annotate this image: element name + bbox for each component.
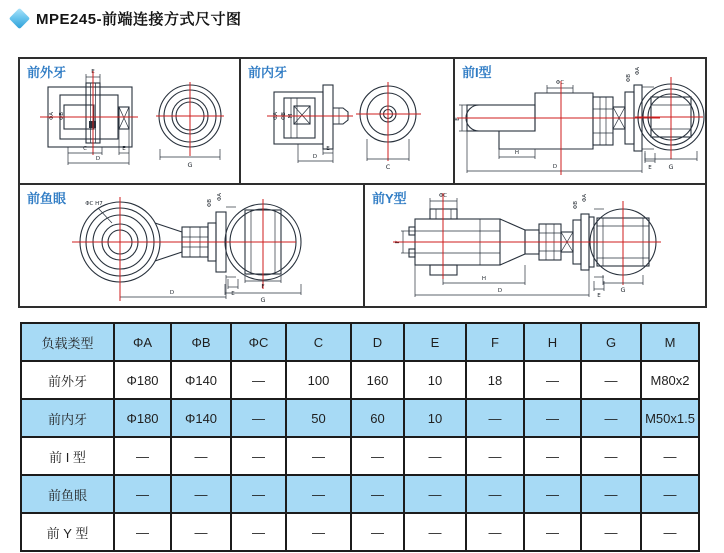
panel-front-fisheye bbox=[20, 185, 365, 308]
dim-label-e-top: E bbox=[91, 69, 95, 75]
table-cell: — bbox=[351, 475, 404, 513]
table-cell: — bbox=[114, 475, 171, 513]
column-header: ΦB bbox=[171, 323, 231, 361]
table-cell: — bbox=[581, 437, 641, 475]
dim-note-phic-h7: ΦC H7 bbox=[85, 201, 103, 207]
column-header: E bbox=[404, 323, 466, 361]
table-cell: — bbox=[581, 475, 641, 513]
table-cell: — bbox=[641, 513, 699, 551]
dim-label-g: G bbox=[668, 163, 674, 171]
page-header bbox=[12, 8, 242, 29]
dim-label-d: D bbox=[312, 154, 318, 160]
table-cell: — bbox=[581, 513, 641, 551]
table-cell: — bbox=[231, 399, 286, 437]
row-label: 前鱼眼 bbox=[21, 475, 114, 513]
table-cell: — bbox=[524, 513, 581, 551]
row-label: 前内牙 bbox=[21, 399, 114, 437]
table-row bbox=[21, 513, 699, 551]
table-cell: M80x2 bbox=[641, 361, 699, 399]
panel-front-y-type bbox=[365, 185, 705, 308]
table-cell: 100 bbox=[286, 361, 351, 399]
dim-label-phi-b: ΦB bbox=[281, 111, 287, 121]
dim-label-phi-c: ΦC bbox=[555, 80, 565, 86]
dim-label-d: D bbox=[497, 288, 503, 294]
dim-label-phi-a: ΦA bbox=[582, 193, 588, 203]
column-header: D bbox=[351, 323, 404, 361]
dim-label-e-right: E bbox=[648, 165, 652, 171]
table-cell: — bbox=[466, 399, 524, 437]
dim-label-phi-a: ΦA bbox=[49, 111, 55, 121]
dim-label-e: E bbox=[231, 291, 235, 297]
table-cell: — bbox=[404, 437, 466, 475]
panel-title: 前Y型 bbox=[372, 191, 407, 206]
table-cell: — bbox=[286, 475, 351, 513]
table-cell: 50 bbox=[286, 399, 351, 437]
panel-front-internal-thread bbox=[241, 59, 455, 183]
row-label: 前 I 型 bbox=[21, 437, 114, 475]
dim-label-c: C bbox=[385, 163, 391, 171]
dim-label-d: D bbox=[552, 164, 558, 170]
table-cell: M50x1.5 bbox=[641, 399, 699, 437]
dim-label-phi-b: ΦB bbox=[59, 111, 65, 121]
dim-label-e-right: E bbox=[122, 146, 126, 152]
table-cell: — bbox=[524, 361, 581, 399]
table-row bbox=[21, 437, 699, 475]
panel-front-external-thread bbox=[20, 59, 241, 183]
dim-label-d: D bbox=[169, 290, 175, 296]
table-cell: — bbox=[581, 399, 641, 437]
dim-label-c: C bbox=[83, 146, 87, 152]
dim-label-phi-b: ΦB bbox=[573, 200, 579, 210]
table-cell: — bbox=[231, 475, 286, 513]
table-cell: — bbox=[466, 475, 524, 513]
table-cell: — bbox=[351, 513, 404, 551]
drawing-front-i-type bbox=[455, 59, 705, 181]
table-row bbox=[21, 361, 699, 399]
panel-title: 前I型 bbox=[462, 65, 492, 80]
table-cell: — bbox=[231, 361, 286, 399]
dim-label-e: E bbox=[597, 293, 601, 299]
dim-label-e-left: E bbox=[455, 117, 461, 121]
table-cell: 10 bbox=[404, 399, 466, 437]
table-cell: — bbox=[404, 475, 466, 513]
dim-label-h: H bbox=[481, 276, 487, 282]
table-cell: — bbox=[171, 475, 231, 513]
dim-label-f: F bbox=[261, 284, 265, 290]
dim-label-phi-a: ΦA bbox=[217, 192, 223, 202]
row-label: 前 Y 型 bbox=[21, 513, 114, 551]
table-cell: Φ140 bbox=[171, 361, 231, 399]
dim-label-phi-b: ΦB bbox=[626, 73, 632, 83]
panel-front-i-type bbox=[455, 59, 705, 183]
diamond-icon bbox=[9, 8, 30, 29]
table-cell: — bbox=[404, 513, 466, 551]
table-cell: Φ180 bbox=[114, 399, 171, 437]
column-header: H bbox=[524, 323, 581, 361]
panel-title: 前内牙 bbox=[248, 65, 288, 80]
dim-label-h: H bbox=[514, 150, 520, 156]
table-row bbox=[21, 475, 699, 513]
table-cell: — bbox=[641, 475, 699, 513]
dim-label-e: E bbox=[326, 146, 330, 152]
table-cell: — bbox=[351, 437, 404, 475]
dim-label-m: M bbox=[288, 113, 294, 119]
table-cell: — bbox=[524, 399, 581, 437]
table-cell: — bbox=[466, 513, 524, 551]
table-cell: — bbox=[231, 513, 286, 551]
table-cell: — bbox=[114, 513, 171, 551]
dim-label-g: G bbox=[620, 286, 626, 294]
drawing-front-fisheye bbox=[20, 185, 363, 306]
table-cell: Φ140 bbox=[171, 399, 231, 437]
page-title: MPE245-前端连接方式尺寸图 bbox=[36, 11, 242, 28]
table-cell: — bbox=[524, 437, 581, 475]
table-cell: — bbox=[524, 475, 581, 513]
row-label: 前外牙 bbox=[21, 361, 114, 399]
table-cell: — bbox=[286, 513, 351, 551]
dim-label-g: G bbox=[260, 296, 266, 304]
column-header: M bbox=[641, 323, 699, 361]
column-header: C bbox=[286, 323, 351, 361]
column-header: 负载类型 bbox=[21, 323, 114, 361]
table-row bbox=[21, 399, 699, 437]
table-cell: — bbox=[171, 437, 231, 475]
table-cell: 18 bbox=[466, 361, 524, 399]
table-cell: — bbox=[114, 437, 171, 475]
panel-title: 前鱼眼 bbox=[27, 191, 67, 206]
table-cell: — bbox=[286, 437, 351, 475]
drawing-front-y-type bbox=[365, 185, 705, 306]
column-header: ΦC bbox=[231, 323, 286, 361]
column-header: ΦA bbox=[114, 323, 171, 361]
dim-label-g: G bbox=[187, 161, 193, 169]
table-cell: — bbox=[171, 513, 231, 551]
table-header-row bbox=[21, 323, 699, 361]
table-cell: 60 bbox=[351, 399, 404, 437]
diagram-grid bbox=[18, 57, 707, 308]
table-cell: — bbox=[641, 437, 699, 475]
dim-label-phi-c: ΦC bbox=[438, 193, 448, 199]
table-cell: — bbox=[581, 361, 641, 399]
column-header: G bbox=[581, 323, 641, 361]
table-cell: Φ180 bbox=[114, 361, 171, 399]
dim-label-phi-b: ΦB bbox=[207, 198, 213, 208]
dimension-table bbox=[20, 322, 700, 552]
dim-label-d: D bbox=[95, 156, 101, 162]
dim-label-phi-a: ΦA bbox=[273, 111, 279, 121]
table-cell: 160 bbox=[351, 361, 404, 399]
table-cell: 10 bbox=[404, 361, 466, 399]
panel-title: 前外牙 bbox=[27, 65, 67, 80]
column-header: F bbox=[466, 323, 524, 361]
dim-label-phi-a: ΦA bbox=[635, 66, 641, 76]
table-cell: — bbox=[231, 437, 286, 475]
table-cell: — bbox=[466, 437, 524, 475]
dim-label-f: F bbox=[395, 240, 401, 244]
